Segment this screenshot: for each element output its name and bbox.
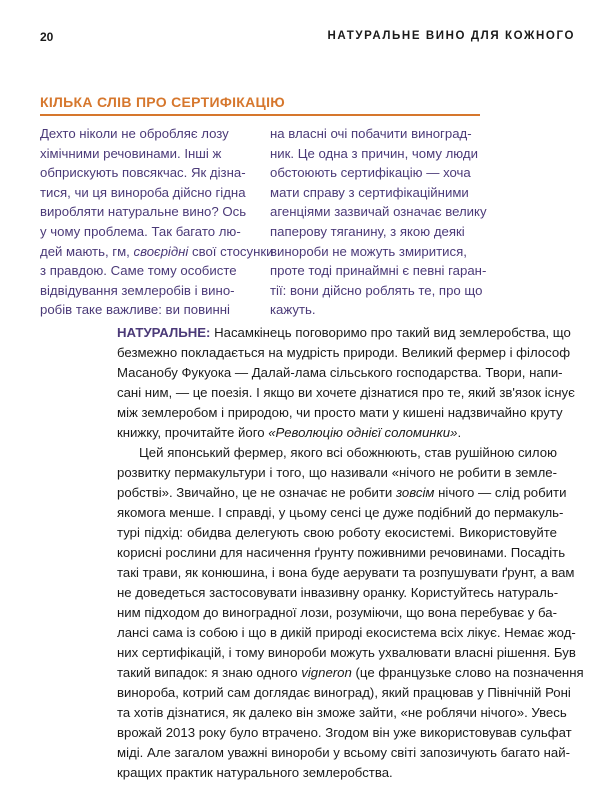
body-line: розвитку пермакультури і того, що називали «нічого не робити в земле- — [117, 465, 557, 480]
body-line: ним підходом до виноградної лози, розуміючи, що вона перебуває у ба- — [117, 605, 557, 620]
sidebar-title: КІЛЬКА СЛІВ ПРО СЕРТИФІКАЦІЮ — [40, 94, 285, 110]
body-line — [117, 663, 584, 683]
body-line: не доведеться застосовувати інвазивну оранку. Користуйтесь натураль- — [117, 585, 559, 600]
body-line: турі підхід: обидва делегують свою роботу екосистемі. Використовуйте — [117, 525, 557, 540]
sidebar-line: робів таке важливе: ви повинні — [40, 302, 230, 318]
sidebar-line: проте тоді принаймні є певні гаран- — [270, 263, 487, 279]
body-line: міді. Але загалом уважні винороби у всьому світі запозичують багато най- — [117, 745, 571, 760]
sidebar-line: кажуть. — [270, 302, 316, 318]
sidebar-line: винороби не можуть змиритися, — [270, 243, 467, 259]
body-line — [117, 423, 557, 443]
sidebar-divider — [40, 114, 480, 116]
running-title: НАТУРАЛЬНЕ ВИНО ДЛЯ КОЖНОГО — [327, 30, 575, 42]
body-line: якомога менше. І справді, у цьому сенсі це дуже подібний до пермакуль- — [117, 505, 564, 520]
page-number: 20 — [40, 30, 54, 44]
sidebar-line: виробляти натуральне вино? Ось — [40, 204, 247, 220]
body-text: такий випадок: я знаю одного — [117, 665, 302, 680]
sidebar-line: агенціями зазвичай означає велику — [270, 204, 487, 220]
body-line: них сертифікацій, і тому винороби можуть ухвалювати власні рішення. Був — [117, 645, 576, 660]
body-line: такі трави, як конюшина, і вона буде аерувати та розпушувати ґрунт, а вам — [117, 565, 575, 580]
sidebar-text: дей мають, гм, — [40, 243, 134, 259]
sidebar-line: у чому проблема. Так багато лю- — [40, 223, 241, 239]
book-title: «Революцію однієї соломинки» — [268, 425, 458, 440]
main-text — [117, 323, 584, 783]
sidebar-line: обприскують повсякчас. Як дізна- — [40, 165, 246, 181]
body-line: врожай 2013 року було втрачено. Згодом він уже використовував сульфат — [117, 725, 572, 740]
body-line: Масанобу Фукуока — Далай-лама сільського господарства. Твори, напи- — [117, 365, 563, 380]
body-line: безмежно покладається на мудрість природи. Великий фермер і філософ — [117, 345, 571, 360]
emphasis: зовсім — [395, 485, 435, 500]
body-line: лансі сама із собою і що в дикій природі екосистема всіх лікує. Немає жод- — [117, 625, 576, 640]
body-text: книжку, прочитайте його — [117, 425, 269, 440]
sidebar-line: тися, чи ця винороба дійсно гідна — [40, 184, 246, 200]
body-line: Цей японський фермер, якого всі обожнюють, став рушійною силою — [139, 445, 557, 460]
body-line: винороба, котрий сам доглядає виноград), який працював у Північній Роні — [117, 685, 571, 700]
lead-label: НАТУРАЛЬНЕ: — [117, 325, 211, 340]
body-line — [117, 323, 571, 343]
body-line — [117, 483, 567, 503]
sidebar-text: свої стосунки — [192, 243, 274, 259]
sidebar-line: з правдою. Саме тому особисте — [40, 263, 237, 279]
sidebar-right-column — [270, 124, 490, 320]
body-line: кращих практик натурального землеробства. — [117, 765, 393, 780]
sidebar-line: на власні очі побачити виноград- — [270, 126, 472, 141]
body-text: нічого — слід робити — [434, 485, 567, 500]
body-text: Насамкінець поговоримо про такий вид землеробства, що — [210, 325, 571, 340]
sidebar-left-column — [40, 124, 274, 320]
sidebar-line: хімічними речовинами. Інші ж — [40, 145, 222, 161]
body-line: сані ним, — це поезія. І якщо ви хочете дізнатися про те, який зв'язок існує — [117, 385, 575, 400]
sidebar-italic: своєрідні — [133, 243, 189, 259]
body-text: . — [457, 425, 462, 440]
sidebar-line: відвідування землеробів і вино- — [40, 282, 235, 298]
body-line: корисні рослини для насичення ґрунту поживними речовинами. Посадіть — [117, 545, 566, 560]
body-text: робстві». Звичайно, це не означає не робити — [117, 485, 396, 500]
sidebar-line: ник. Це одна з причин, чому люди — [270, 145, 478, 161]
sidebar-line — [40, 242, 274, 262]
sidebar-line: Дехто ніколи не обробляє лозу — [40, 126, 229, 141]
sidebar-line: обстоюють сертифікацію — хоча — [270, 165, 471, 181]
foreign-word: vigneron — [301, 665, 352, 680]
body-text: (це французьке слово на позначення — [351, 665, 584, 680]
sidebar-line: мати справу з сертифікаційними — [270, 184, 469, 200]
body-line: між землеробом і природою, чи просто мати у кишені надзвичайно круту — [117, 405, 563, 420]
sidebar-line: тії: вони дійсно роблять те, про що — [270, 282, 483, 298]
body-line: та хотів дізнатися, як далеко він зможе зайти, «не роблячи нічого». Увесь — [117, 705, 567, 720]
sidebar-line: паперову тяганину, з якою деякі — [270, 223, 465, 239]
